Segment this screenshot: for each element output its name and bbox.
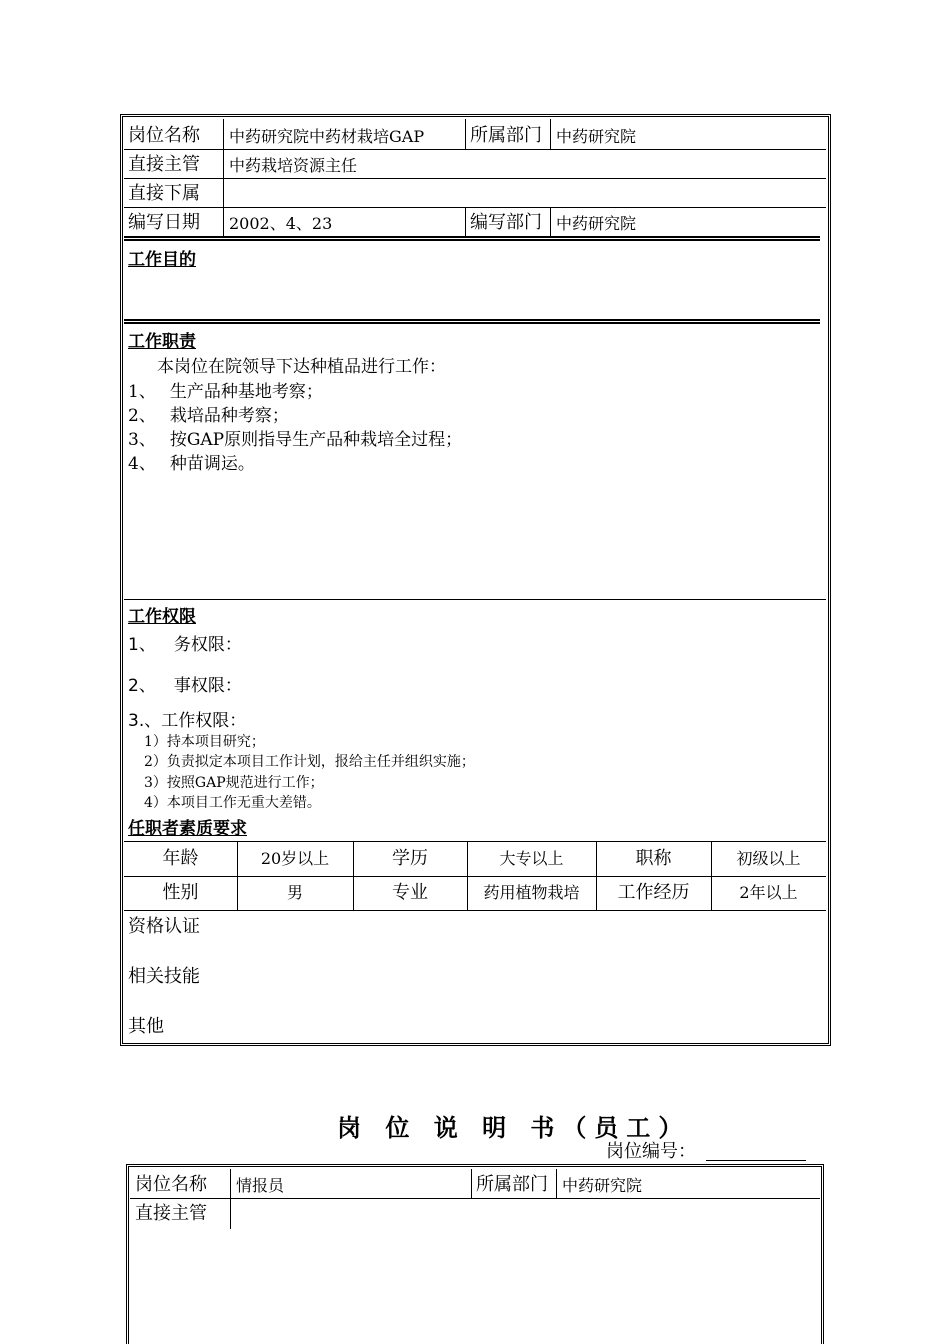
write-date-value: 2002、4、23 <box>229 214 333 233</box>
title-label: 职称 <box>635 848 672 869</box>
experience-value: 2年以上 <box>739 883 798 902</box>
department-label: 所属部门 <box>470 125 542 146</box>
authority-sub-item-4: 4）本项目工作无重大差错。 <box>144 795 321 811</box>
row-divider <box>124 841 826 842</box>
department-value: 中药研究院 <box>556 127 637 146</box>
row-divider <box>124 178 826 179</box>
row-divider <box>124 876 826 877</box>
form-border <box>120 114 831 1046</box>
duty-item-1: 1、 生产品种基地考察； <box>128 382 323 402</box>
skills-label: 相关技能 <box>128 966 200 987</box>
row-divider <box>124 910 826 911</box>
age-label: 年龄 <box>162 848 199 869</box>
education-value: 大专以上 <box>499 849 564 868</box>
position-number-blank <box>706 1160 806 1161</box>
duties-intro: 本岗位在院领导下达种植品进行工作： <box>157 357 446 377</box>
duties-heading: 工作职责 <box>128 332 196 352</box>
position-name-value: 情报员 <box>236 1176 285 1195</box>
col-divider <box>465 207 466 237</box>
supervisor-label: 直接主管 <box>135 1203 207 1224</box>
write-date-label: 编写日期 <box>128 212 200 233</box>
education-label: 学历 <box>392 848 428 869</box>
title-value: 初级以上 <box>736 849 801 868</box>
authority-item-1: 1、 务权限： <box>128 635 242 655</box>
col-divider <box>471 1169 472 1198</box>
age-value: 20岁以上 <box>260 849 330 868</box>
authority-sub-item-1: 1）持本项目研究； <box>144 734 265 750</box>
duty-item-2: 2、 栽培品种考察； <box>128 406 289 426</box>
col-divider <box>223 119 224 237</box>
gender-value: 男 <box>286 883 303 902</box>
supervisor-label: 直接主管 <box>128 154 200 175</box>
authority-item-2: 2、 事权限： <box>128 676 242 696</box>
gender-label: 性别 <box>162 882 199 903</box>
position-number-label: 岗位编号： <box>606 1141 696 1162</box>
row-divider <box>130 1198 820 1199</box>
major-value: 药用植物栽培 <box>483 883 580 902</box>
row-divider <box>124 149 826 150</box>
col-divider <box>550 207 551 237</box>
subordinate-label: 直接下属 <box>128 183 200 204</box>
page-title: 岗 位 说 明 书（员工） <box>337 1113 691 1142</box>
authority-sub-item-3: 3）按照GAP规范进行工作； <box>144 775 324 791</box>
other-label: 其他 <box>128 1016 164 1037</box>
position-name-label: 岗位名称 <box>135 1174 207 1195</box>
col-divider <box>556 1169 557 1198</box>
col-divider <box>230 1169 231 1229</box>
row-divider <box>124 207 826 208</box>
writer-department-label: 编写部门 <box>470 212 542 233</box>
writer-department-value: 中药研究院 <box>556 214 637 233</box>
section-divider <box>124 599 826 600</box>
authority-item-3: 3.、工作权限： <box>128 711 247 731</box>
section-divider <box>124 236 820 241</box>
col-divider <box>550 119 551 149</box>
duty-item-4: 4、 种苗调运。 <box>128 454 255 474</box>
supervisor-value: 中药栽培资源主任 <box>229 156 358 175</box>
col-divider <box>465 119 466 149</box>
section-divider <box>124 319 820 324</box>
experience-label: 工作经历 <box>617 882 690 903</box>
duty-item-3: 3、 按GAP原则指导生产品种栽培全过程； <box>128 430 463 450</box>
authority-heading: 工作权限 <box>128 607 196 627</box>
department-value: 中药研究院 <box>562 1176 643 1195</box>
major-label: 专业 <box>392 882 428 903</box>
certification-label: 资格认证 <box>128 916 200 937</box>
qualifications-heading: 任职者素质要求 <box>128 819 247 839</box>
position-name-label: 岗位名称 <box>128 125 200 146</box>
purpose-heading: 工作目的 <box>128 250 196 270</box>
position-name-value: 中药研究院中药材栽培GAP <box>229 127 425 146</box>
department-label: 所属部门 <box>476 1174 548 1195</box>
authority-sub-item-2: 2）负责拟定本项目工作计划，报给主任并组织实施； <box>144 754 475 770</box>
